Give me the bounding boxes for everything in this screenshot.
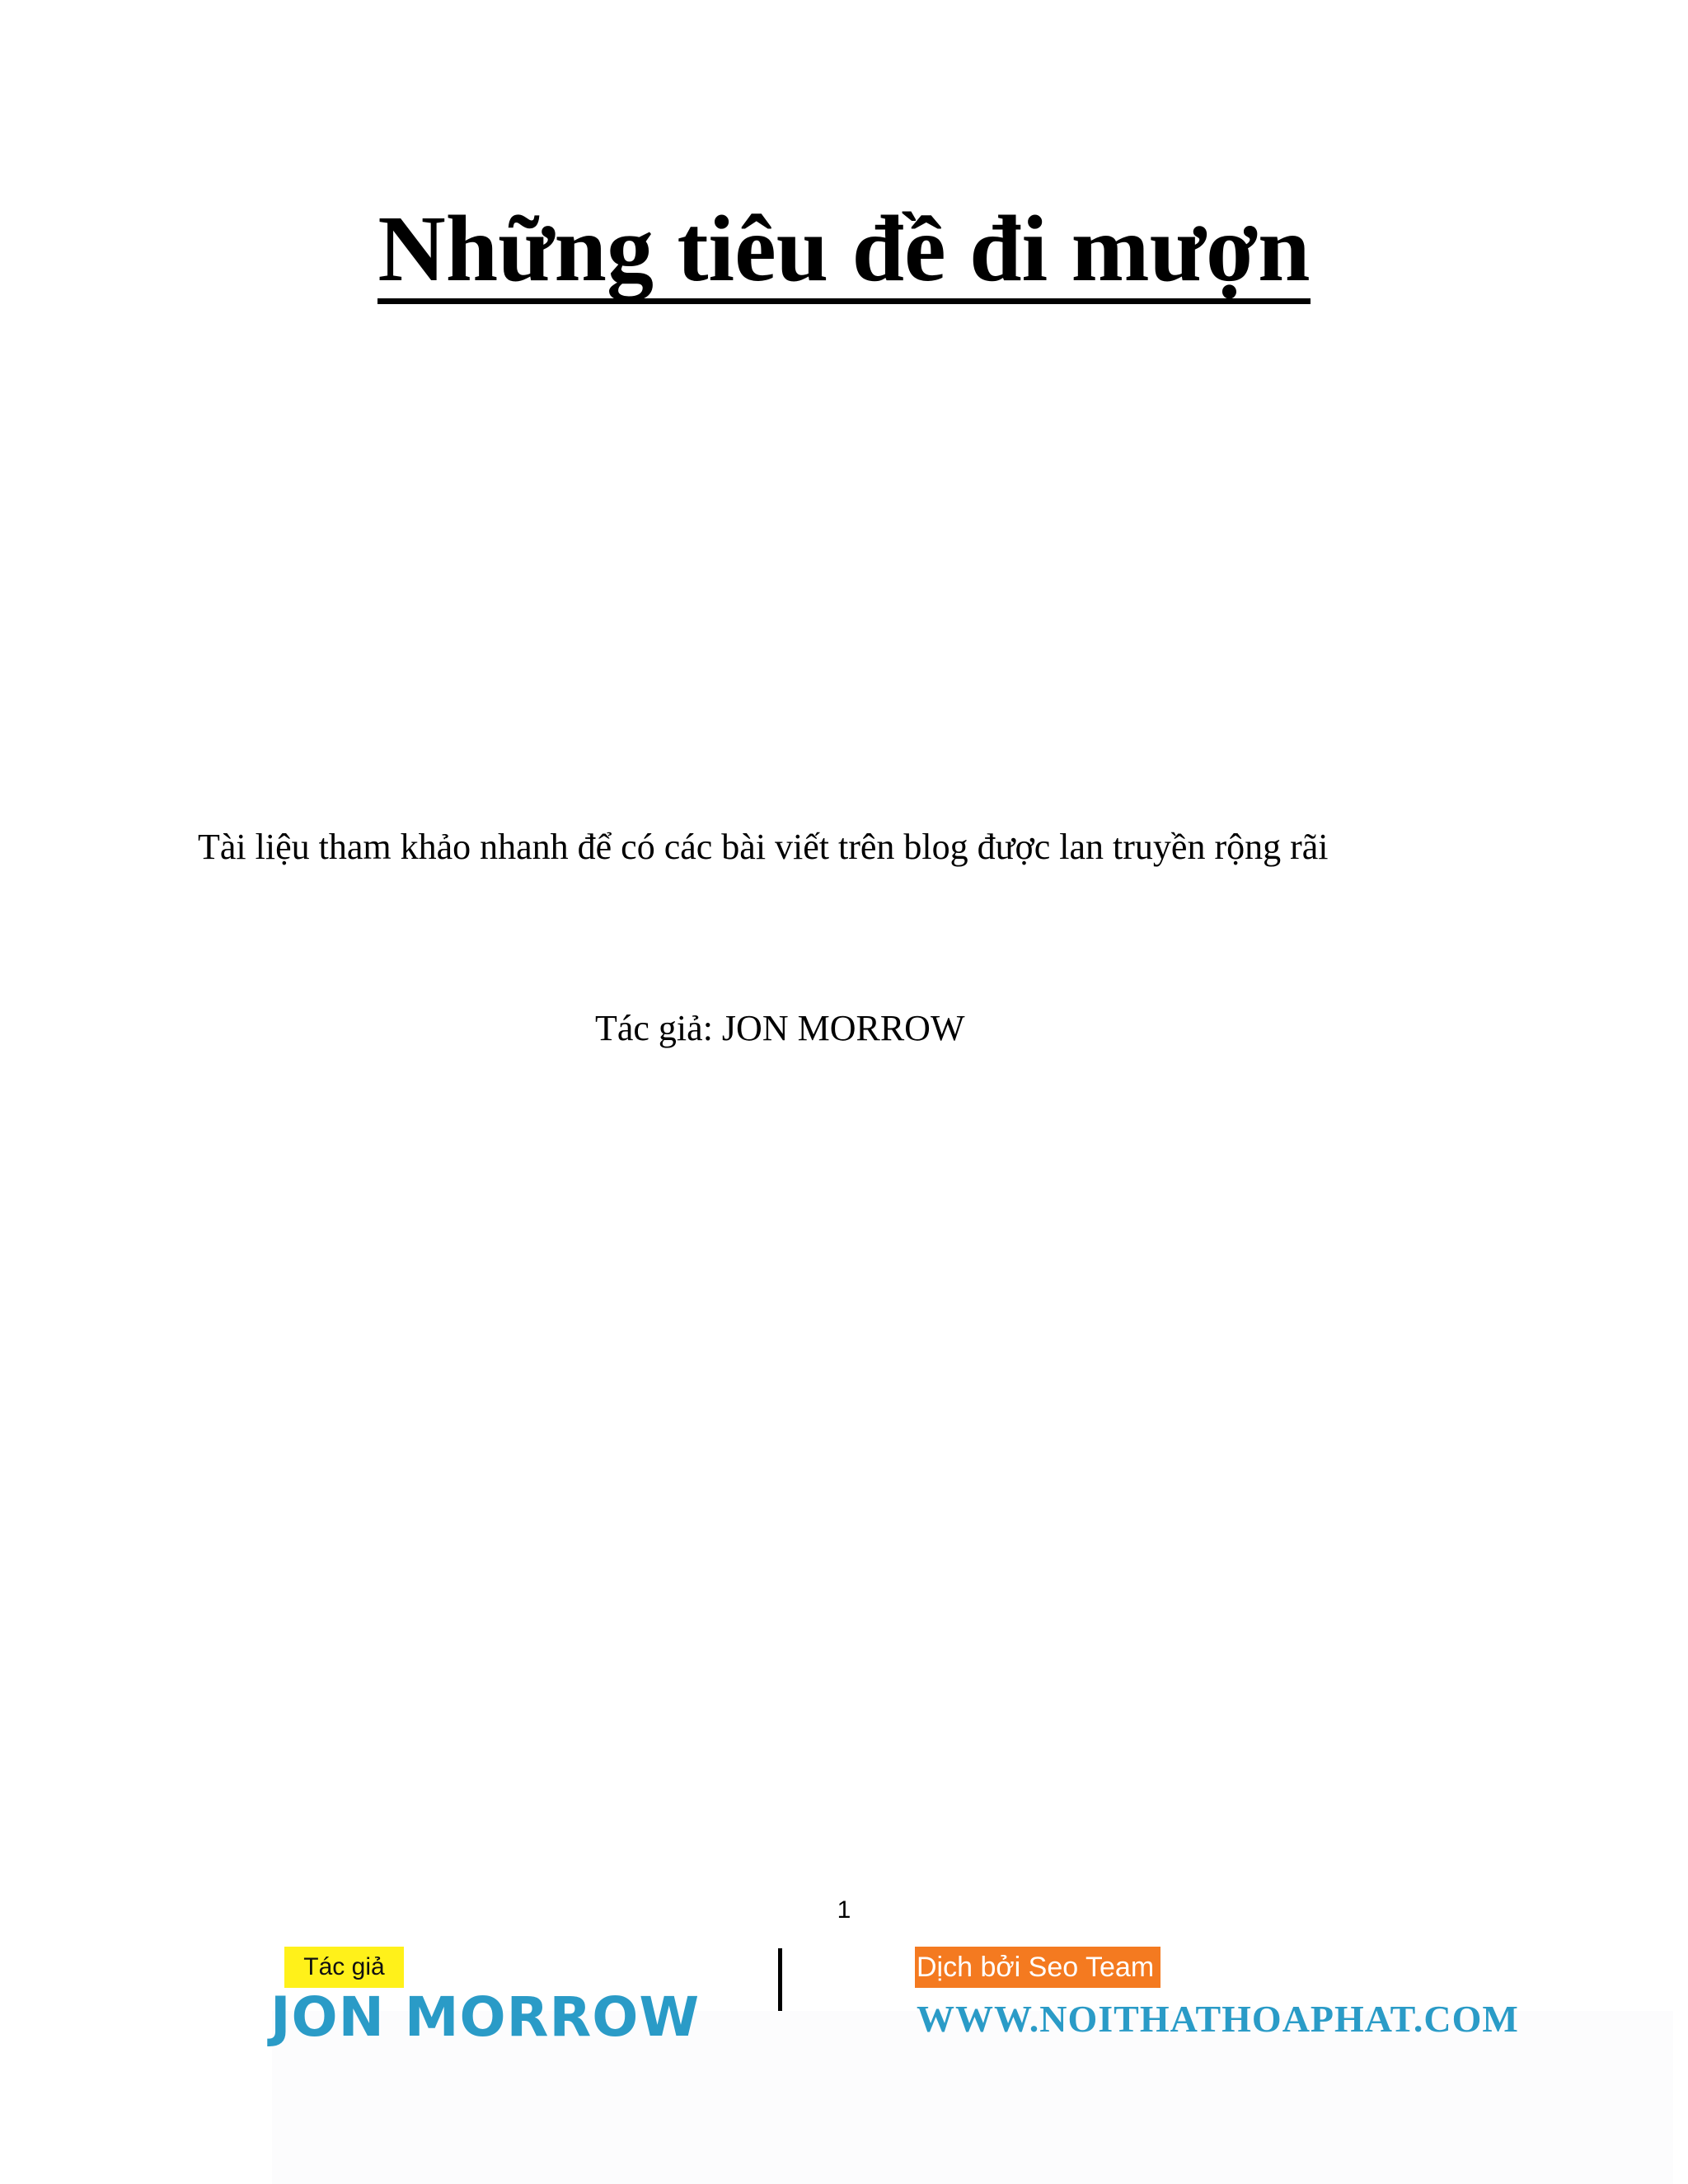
document-title	[0, 191, 1688, 307]
author-line: Tác giả: JON MORROW	[595, 1008, 965, 1048]
footer-author-name: JON MORROW	[270, 1985, 701, 2049]
document-title-text: Những tiêu đề đi mượn	[377, 199, 1310, 304]
footer-translator-tag: Dịch bởi Seo Team	[915, 1947, 1160, 1988]
footer-author-tag: Tác giả	[284, 1947, 404, 1988]
page-number: 1	[837, 1896, 851, 1924]
footer-divider	[778, 1948, 782, 2011]
footer-website-url: WWW.NOITHATHOAPHAT.COM	[917, 1998, 1519, 2040]
document-subtitle: Tài liệu tham khảo nhanh để có các bài viết trên blog được lan truyền rộng rãi	[198, 827, 1329, 867]
